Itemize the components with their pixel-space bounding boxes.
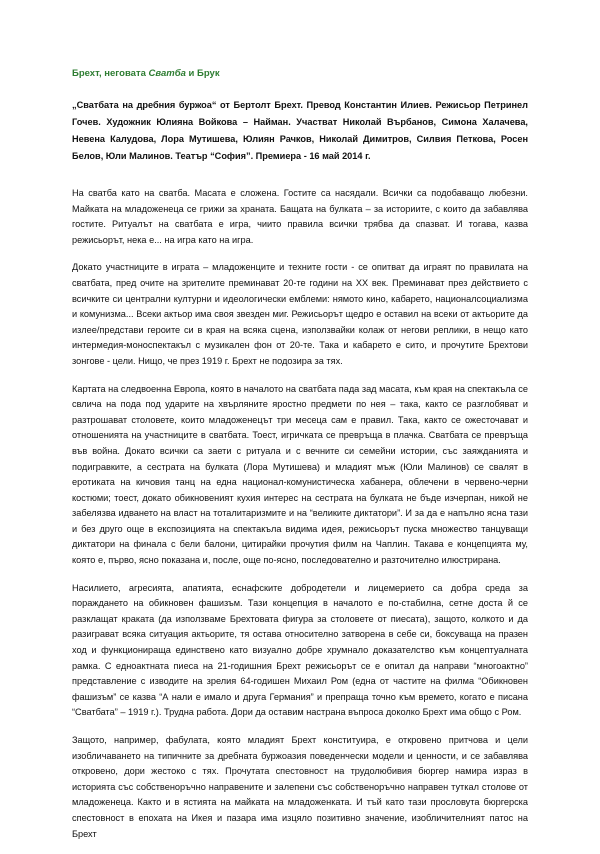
production-credits: „Сватбата на дребния буржоа“ от Бертолт Брехт. Превод Константин Илиев. Режисьор Петринел Гочев. Художник Юлияна Войкова – Найман. Участват Николай Върбанов, Симона Халачева, Невена Калудова, Лора Мутишева, Юлиян Рачков, Николай Димитров, Силвия Петкова, Росен Белов, Юли Малинов. Театър “София”. Премиера - 16 май 2014 г. — [72, 100, 528, 161]
heading-italic-title: Сватба — [148, 68, 186, 79]
article-heading — [72, 68, 528, 79]
article — [72, 60, 528, 854]
paragraph-4: Насилието, агресията, апатията, еснафските добродетели и лицемерието са добра среда за пораждането на обикновен фашизъм. Тази концепция в началото е по-стабилна, сетне доста й се разклащат краката (да използваме Брехтовата фигура за столовете от пиесата), защото, колкото и да разиграват всяка ситуация актьорите, тя остава относително затворена в себе си, боксуваща на празен ход и функционираща единствено като визуално добре хрумнало доказателство към концептуалната рамка. С едноактната пиеса на 21-годишния Брехт режисьорът се е опитал да направи “многоактно” представление с изводите на зрелия 64-годишен Михаил Ром (една от частите на филма “Обикновен фашизъм” се казва “А нали е имало и друга Германия” и препраща точно към времето, когато е писана “Сватбата” – 1919 г.). Трудна работа. Дори да оставим настрана въпроса доколко Брехт има общо с Ром. — [72, 582, 528, 718]
paragraph-1: На сватба като на сватба. Масата е сложена. Гостите са насядали. Всички са подобаващо любезни. Майката на младоженеца се грижи за храната. Бащата на булката – за историите, с които да забавлява гостите. Ритуалът на сватбата е игра, чиито правила всички трябва да спазват. И тогава, казва режисьорът, нека е... на игра като на игра. — [72, 188, 528, 245]
paragraph-2: Докато участниците в играта – младоженците и техните гости - се опитват да играят по правилата на сватбата, пред очите на зрителите преминават 20-те години на ХХ век. Преминават през действието с всичките си централни културни и идеологически емблеми: нямото кино, кабарето, националсоциализма и комунизма... Всеки актьор има своя звезден миг. Режисьорът щедро е оставил на всеки от актьорите да излее/представи героите си в края на всяка сцена, използвайки колаж от негови реплики, в нещо като интермедия-моноспектакъл с музикален фон от 20-те. Така и кабарето е сито, и прочутите Брехтови зонгове - цели. Нищо, че през 1919 г. Брехт не подозира за тях. — [72, 262, 528, 366]
heading-suffix: и Брук — [185, 68, 220, 79]
paragraph-3: Картата на следвоенна Европа, която в началото на сватбата пада зад масата, към края на спектакъла се свлича на пода под ударите на хвърляните яростно предмети по нея – така, както се разглобяват и разтрошават столовете, които младоженецът три месеца сам е правил. Така, както се ожесточават и отношенията на участниците в сватбата. Тоест, игричката се превръща в плачка. Сватбата се превръща във война. Докато всички са заети с ритуала и с вечните си семейни истории, със заяжданията и подигравките, а сестрата на булката (Лора Мутишева) и младият мъж (Юли Малинов) се свалят в еротиката на кичовия танц на една национал-комунистическа хабанера, облечени в червено-черни костюми; тоест, докато обикновеният кухия интерес на сестрата на булката не бъде изчерпан, никой не забелязва идването на власт на тоталитаризмите и на “великите диктатори”. И за да е напълно ясна тази и без друго още в експозицията на спектакъла видима идея, режисьорът пуска множество танцуващи диктатори на финала с бели балони, цитирайки прочутия филм на Чаплин. Такава е концепцията му, която е, първо, ясно показана и, после, още по-ясно, последователно и разточително илюстрирана. — [72, 383, 528, 566]
heading-prefix: Брехт, неговата — [72, 68, 149, 79]
paragraph-5: Защото, например, фабулата, която младият Брехт конституира, е откровено притчова и цели изобличаването на типичните за дребната буржоазия поведенчески модели и ценности, и се забавлява откровено, дори жестоко с тях. Прочутата спестовност на трудолюбивия бюргер намира израз в историята със собственоръчно направените и залепени със собственоръчно направен туткал столове от младоженеца. Както и в ястията на майката на младоженката. И тъй като тази прословута бюргерска спестовност в епохата на Икея и пазара има изцяло позитивно значение, изобличителният патос на Брехт — [72, 735, 528, 839]
